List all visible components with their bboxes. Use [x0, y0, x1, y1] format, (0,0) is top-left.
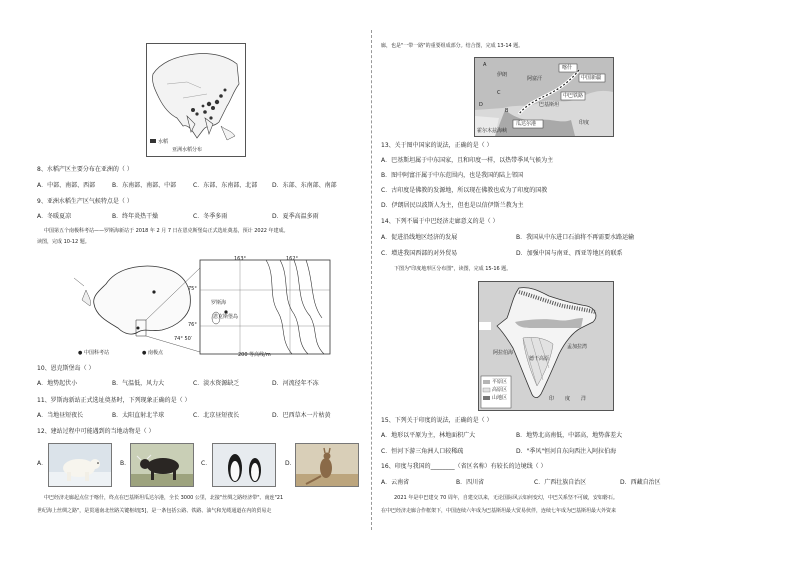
cpec-label-xinjiang: 中国新疆	[581, 75, 602, 81]
india-label-arabian-sea: 阿拉伯海	[493, 350, 514, 356]
q9-option-b[interactable]: B．终年炎热干燥	[112, 213, 159, 220]
passage-antarctic-2: 读图，完成 10-12 题。	[37, 239, 90, 245]
passage-relations-2: 在中巴经济走廊合作框架下，中国连续六年成为巴基斯坦最大贸易伙伴，连续七年成为巴基斯坦最大外资来	[381, 508, 617, 514]
cpec-label-pakistan: 巴基斯坦	[539, 102, 560, 108]
q15-option-c[interactable]: C．恒河下游三角洲人口较稀疏	[381, 448, 464, 455]
q16-stem: 16、印度与我国的________（省区名称）有较长的边境线（ ）	[381, 463, 547, 470]
q9-stem: 9、亚洲水稻生产区气候特点是（ ）	[37, 198, 133, 205]
polar-bear-photo[interactable]	[48, 443, 112, 487]
cpec-label-kashgar: 喀什	[562, 65, 573, 71]
cpec-point-b: B	[505, 108, 509, 114]
label-ross-sea: 罗斯海	[211, 300, 227, 306]
q12-option-c[interactable]: C．	[201, 460, 212, 467]
q10-option-c[interactable]: C．淡水资源缺乏	[193, 380, 240, 387]
lon-label-162: 162°	[286, 256, 299, 262]
q14-stem: 14、下列不属于中巴经济走廊意义的是（ ）	[381, 218, 499, 225]
q8-option-c[interactable]: C．东部、东南部、北部	[193, 182, 258, 189]
q15-option-a[interactable]: A．地形以平原为主，林地面积广大	[381, 432, 476, 439]
passage-antarctic-1: 中国第五个南极科考站——罗斯海新站于 2018 年 2 月 7 日在恩克斯堡岛正式选址奠基，预计 2022 年建成。	[44, 228, 289, 234]
q14-option-d[interactable]: D．加强中国与南亚、西亚等地区的联系	[516, 250, 623, 257]
passage-cpec-1: 中巴经济走廊起点位于喀什，终点在巴基斯坦瓜达尔港，全长 3000 公里，北接"丝绸之路经济带"、南连"21	[44, 495, 284, 501]
cpec-label-railway: 中巴铁路	[563, 93, 584, 99]
lat-label-74-50: 74° 50′	[174, 336, 192, 342]
q13-stem: 13、关于图中国家的说法，正确的是（ ）	[381, 142, 493, 149]
q9-option-c[interactable]: C．冬季多雨	[193, 213, 228, 220]
q12-option-a[interactable]: A．	[37, 460, 48, 467]
passage-relations-1: 2021 年是中巴建交 70 周年，自建交以来，无论国际风云如何变幻，中巴关系坚不可破，安如磐石。	[394, 495, 618, 501]
q12-stem: 12、建站过程中可能遇到的当地动物是（ ）	[37, 428, 155, 435]
asia-map-legend: 水稻	[158, 139, 169, 145]
q8-option-d[interactable]: D．东部、东南部、南部	[272, 182, 337, 189]
q16-option-c[interactable]: C．广西壮族自治区	[534, 479, 587, 486]
india-legend-plain: 平原区	[492, 379, 508, 385]
q16-option-d[interactable]: D．西藏自治区	[620, 479, 661, 486]
cpec-point-c: C	[497, 90, 501, 96]
q11-option-b[interactable]: B．太阳直射北半球	[112, 412, 165, 419]
q15-stem: 15、下列关于印度的说法，正确的是（ ）	[381, 417, 493, 424]
asia-rice-map	[146, 43, 246, 157]
passage-cpec-2: 世纪海上丝绸之路"，是贯通南北丝路关键枢纽[5]，是一条包括公路、铁路、油气和光缆通道在内的贸易走	[37, 508, 272, 514]
cpec-point-d: D	[479, 102, 483, 108]
india-legend-mountain: 山地区	[492, 395, 508, 401]
q14-option-b[interactable]: B．我国从中东进口石油将不再需要水路运输	[516, 234, 635, 241]
q13-option-b[interactable]: B．图中阿富汗属于中东范围内，也是我国的陆上邻国	[381, 172, 524, 179]
q11-option-d[interactable]: D．巴西草木一片枯黄	[272, 412, 331, 419]
q13-option-d[interactable]: D．伊朗居民以波斯人为主，但也是以信伊斯兰教为主	[381, 202, 524, 209]
india-label-ocean-1: 印	[549, 396, 555, 402]
q15-option-b[interactable]: B．地势北高南低，中部高，地势落差大	[516, 432, 623, 439]
q10-option-b[interactable]: B．气温低，风力大	[112, 380, 165, 387]
cpec-label-gwadar: 瓜达尔港	[516, 121, 537, 127]
india-legend-plateau: 高原区	[492, 387, 508, 393]
q10-option-d[interactable]: D．河流径年不冻	[272, 380, 319, 387]
india-label-deccan: 德干高原	[529, 356, 550, 362]
q12-option-d[interactable]: D．	[285, 460, 296, 467]
cpec-label-india: 印度	[579, 120, 590, 126]
india-label-ocean-3: 洋	[581, 396, 587, 402]
cpec-label-iran: 伊朗	[497, 72, 508, 78]
q9-option-d[interactable]: D．夏季高温多雨	[272, 213, 319, 220]
india-label-ocean-2: 度	[565, 396, 571, 402]
q8-option-a[interactable]: A．中部、南部、西部	[37, 182, 96, 189]
lat-label-75: 75°	[188, 286, 197, 292]
q11-stem: 11、罗斯海新站正式选址奠基时，下列现象正确的是（ ）	[37, 397, 191, 404]
yak-photo[interactable]	[130, 443, 194, 487]
q8-stem: 8、水稻产区主要分布在亚洲的（ ）	[37, 166, 133, 173]
q10-option-a[interactable]: A．地势起伏小	[37, 380, 78, 387]
antarctic-map	[66, 256, 362, 360]
q13-option-a[interactable]: A．巴基斯坦属于中东国家，且和印度一样，以热带季风气候为主	[381, 157, 554, 164]
q14-option-c[interactable]: C．增进我国西部的对外贸易	[381, 250, 458, 257]
india-terrain-map	[478, 281, 614, 411]
kangaroo-photo[interactable]	[295, 443, 359, 487]
legend-contour: 200 等高线/m	[238, 352, 271, 358]
cpec-map	[474, 57, 614, 137]
q11-option-c[interactable]: C．北京昼短夜长	[193, 412, 240, 419]
asia-map-caption: 亚洲水稻分布	[172, 147, 203, 153]
lon-label-163: 163°	[234, 256, 247, 262]
lat-label-76: 76°	[188, 322, 197, 328]
q10-stem: 10、恩克斯堡岛（ ）	[37, 365, 95, 372]
q12-option-b[interactable]: B．	[120, 460, 131, 467]
column-divider	[371, 30, 372, 530]
q15-option-d[interactable]: D．"季风"恒河自东向西注入阿拉伯海	[516, 448, 617, 455]
legend-south-pole: ● 南极点	[142, 350, 163, 356]
q13-option-c[interactable]: C．古印度是佛教的发源地，所以现在佛教也成为了印度的国教	[381, 187, 548, 194]
q11-option-a[interactable]: A．当地昼短夜长	[37, 412, 84, 419]
cpec-point-a: A	[483, 62, 487, 68]
penguin-photo[interactable]	[212, 443, 276, 487]
q8-option-b[interactable]: B．东南部、南部、中部	[112, 182, 177, 189]
q9-option-a[interactable]: A．冬暖夏凉	[37, 213, 72, 220]
legend-station: ● 中国科考站	[78, 350, 109, 356]
label-inexpressible-island: 恩克斯堡岛	[213, 314, 239, 320]
q16-option-b[interactable]: B．四川省	[456, 479, 485, 486]
passage-cpec-3: 廊，也是"一带一路"的重要组成部分。结合图，完成 13-14 题。	[381, 43, 524, 49]
cpec-label-hormuz: 霍尔木兹海峡	[477, 128, 508, 134]
cpec-label-afghanistan: 阿富汗	[527, 76, 543, 82]
q14-option-a[interactable]: A．促进沿线地区经济的发展	[381, 234, 458, 241]
q16-option-a[interactable]: A．云南省	[381, 479, 410, 486]
india-label-bay-of-bengal: 孟加拉湾	[567, 344, 588, 350]
passage-india: 下图为"印度地形区分布图"，读图，完成 15-16 题。	[394, 266, 512, 272]
